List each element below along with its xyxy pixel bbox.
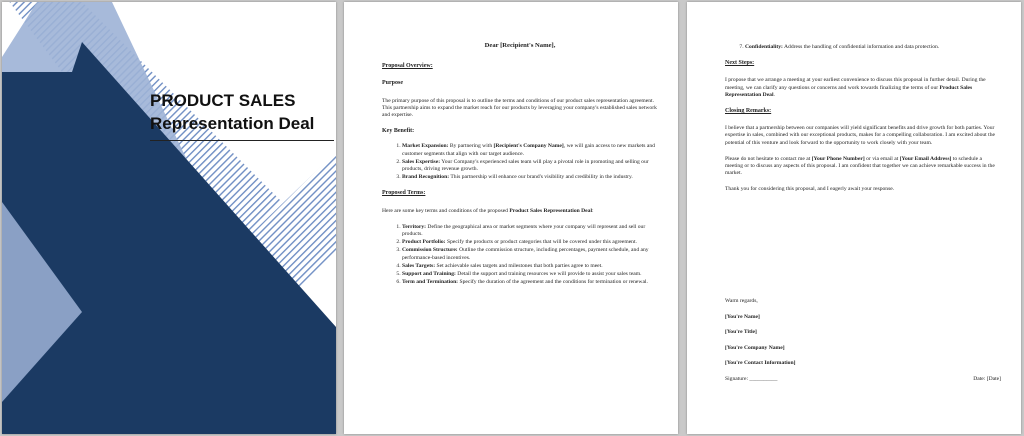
benefit-item	[402, 174, 658, 181]
term-text: Define the geographical area or market segments where your company will represent and sell our products.	[402, 223, 646, 238]
terms-list-continued	[725, 44, 1001, 51]
term-item	[402, 239, 658, 246]
purpose-text: The primary purpose of this proposal is to outline the terms and conditions of our product sales representation agreement. This partnership aims to expand the market reach for our products by leveraging your company's established sales network and expertise.	[382, 97, 657, 119]
cover-title-underline	[150, 140, 334, 141]
contact-end: to schedule a meeting or to discuss any aspects of this proposal. I am confident that together we can achieve remarkable success in the market.	[725, 155, 995, 177]
thanks-text: Thank you for considering this proposal, and I eagerly await your response.	[725, 186, 895, 193]
terms-heading: Proposed Terms:	[382, 190, 426, 197]
term-text: Specify the products or product categories that will be covered under this agreement.	[445, 239, 637, 246]
contact-body: Please do not hesitate to contact me at	[725, 155, 812, 162]
cover-title	[150, 90, 336, 136]
term-item	[402, 263, 658, 270]
sender-company: [You're Company Name]	[725, 344, 785, 351]
term-text: Specify the duration of the agreement and the conditions for termination or renewal.	[458, 279, 648, 286]
benefit-company: [Recipient's Company Name]	[493, 143, 564, 150]
benefit-text: This partnership will enhance our brand's visibility and credibility in the industry.	[449, 174, 633, 181]
benefit-item	[402, 143, 658, 157]
term-item	[402, 279, 658, 286]
term-label: Support and Training:	[402, 271, 456, 278]
cover-title-line1: PRODUCT SALES	[150, 91, 296, 110]
purpose-heading: Purpose	[382, 80, 403, 87]
term-item	[402, 224, 658, 238]
benefits-list	[382, 143, 658, 181]
term-label: Commission Structure:	[402, 247, 458, 254]
cover-geometric-art	[2, 2, 336, 434]
document-page-2	[344, 2, 678, 434]
benefit-label: Sales Expertise:	[402, 158, 441, 165]
page3-content	[725, 44, 1001, 203]
next-steps-body: I propose that we arrange a meeting at your earliest convenience to discuss this proposal in further detail. During the meeting, we can clarify any questions or concerns and work towards finalizing the terms of our	[725, 77, 986, 91]
date-label: Date: [Date]	[973, 375, 1001, 382]
benefit-label: Brand Recognition:	[402, 174, 450, 181]
contact-mid: or via email at	[864, 155, 900, 162]
term-text: Outline the commission structure, including percentages, payment schedule, and any performance-based incentives.	[402, 247, 649, 261]
benefit-text: Your Company's experienced sales team will play a pivotal role in promoting and selling our products, driving revenue growth.	[402, 158, 649, 173]
term-text: Detail the support and training resources we will provide to assist your sales team.	[455, 271, 642, 278]
next-steps-deal: Product Sales Representation Deal	[725, 84, 973, 98]
term-label: Confidentiality:	[745, 44, 783, 50]
terms-list	[382, 224, 658, 287]
overview-heading: Proposal Overview:	[382, 63, 433, 70]
page2-content	[382, 42, 658, 295]
next-steps-heading: Next Steps:	[725, 60, 755, 67]
closing-heading: Closing Remarks:	[725, 108, 772, 115]
benefit-label: Market Expansion:	[402, 143, 449, 150]
benefit-text: By partnering with	[448, 143, 494, 150]
document-page-3	[687, 2, 1021, 434]
term-item	[745, 44, 1001, 51]
contact-text	[725, 156, 1001, 178]
contact-email: [Your Email Address]	[899, 155, 952, 162]
closing-text: I believe that a partnership between our companies will yield significant benefits and drive growth for both parties. Your expertise in sales, combined with our exceptional products, makes for a compelling collaboration. I am excited about the potential of this venture and look forward to the opportunity to work closely with your team.	[725, 125, 995, 146]
term-text: Address the handling of confidential information and data protection.	[782, 44, 940, 50]
sender-name: [You're Name]	[725, 313, 760, 320]
contact-phone: [Your Phone Number]	[811, 155, 865, 162]
sender-contact: [You're Contact Information]	[725, 360, 796, 366]
term-text: Set achievable sales targets and milestones that both parties agree to meet.	[435, 262, 603, 269]
terms-intro-colon: :	[592, 207, 594, 214]
sender-title: [You're Title]	[725, 329, 757, 335]
signature-row	[725, 376, 1001, 382]
key-benefit-heading: Key Benefit:	[382, 128, 415, 135]
term-label: Product Portfolio:	[402, 239, 446, 246]
term-label: Territory:	[402, 223, 427, 230]
cover-title-line2: Representation Deal	[150, 114, 315, 133]
term-label: Term and Termination:	[402, 279, 459, 286]
salutation: Dear [Recipient's Name],	[484, 42, 556, 49]
signature-block	[725, 298, 1001, 382]
benefit-item	[402, 159, 658, 173]
terms-intro-deal: Product Sales Representation Deal	[509, 207, 592, 214]
signature-label: Signature: __________	[725, 375, 778, 382]
cover-page	[2, 2, 336, 434]
terms-intro	[382, 208, 658, 215]
next-steps-text	[725, 77, 1001, 99]
term-label: Sales Targets:	[402, 262, 436, 269]
term-item	[402, 247, 658, 261]
benefit-text-end: , we will gain access to new markets and customer segments that align with our target audience.	[402, 143, 655, 157]
next-steps-period: .	[773, 91, 775, 98]
terms-intro-text: Here are some key terms and conditions of the proposed	[382, 207, 510, 214]
regards: Warm regards,	[725, 298, 758, 304]
term-item	[402, 271, 658, 278]
